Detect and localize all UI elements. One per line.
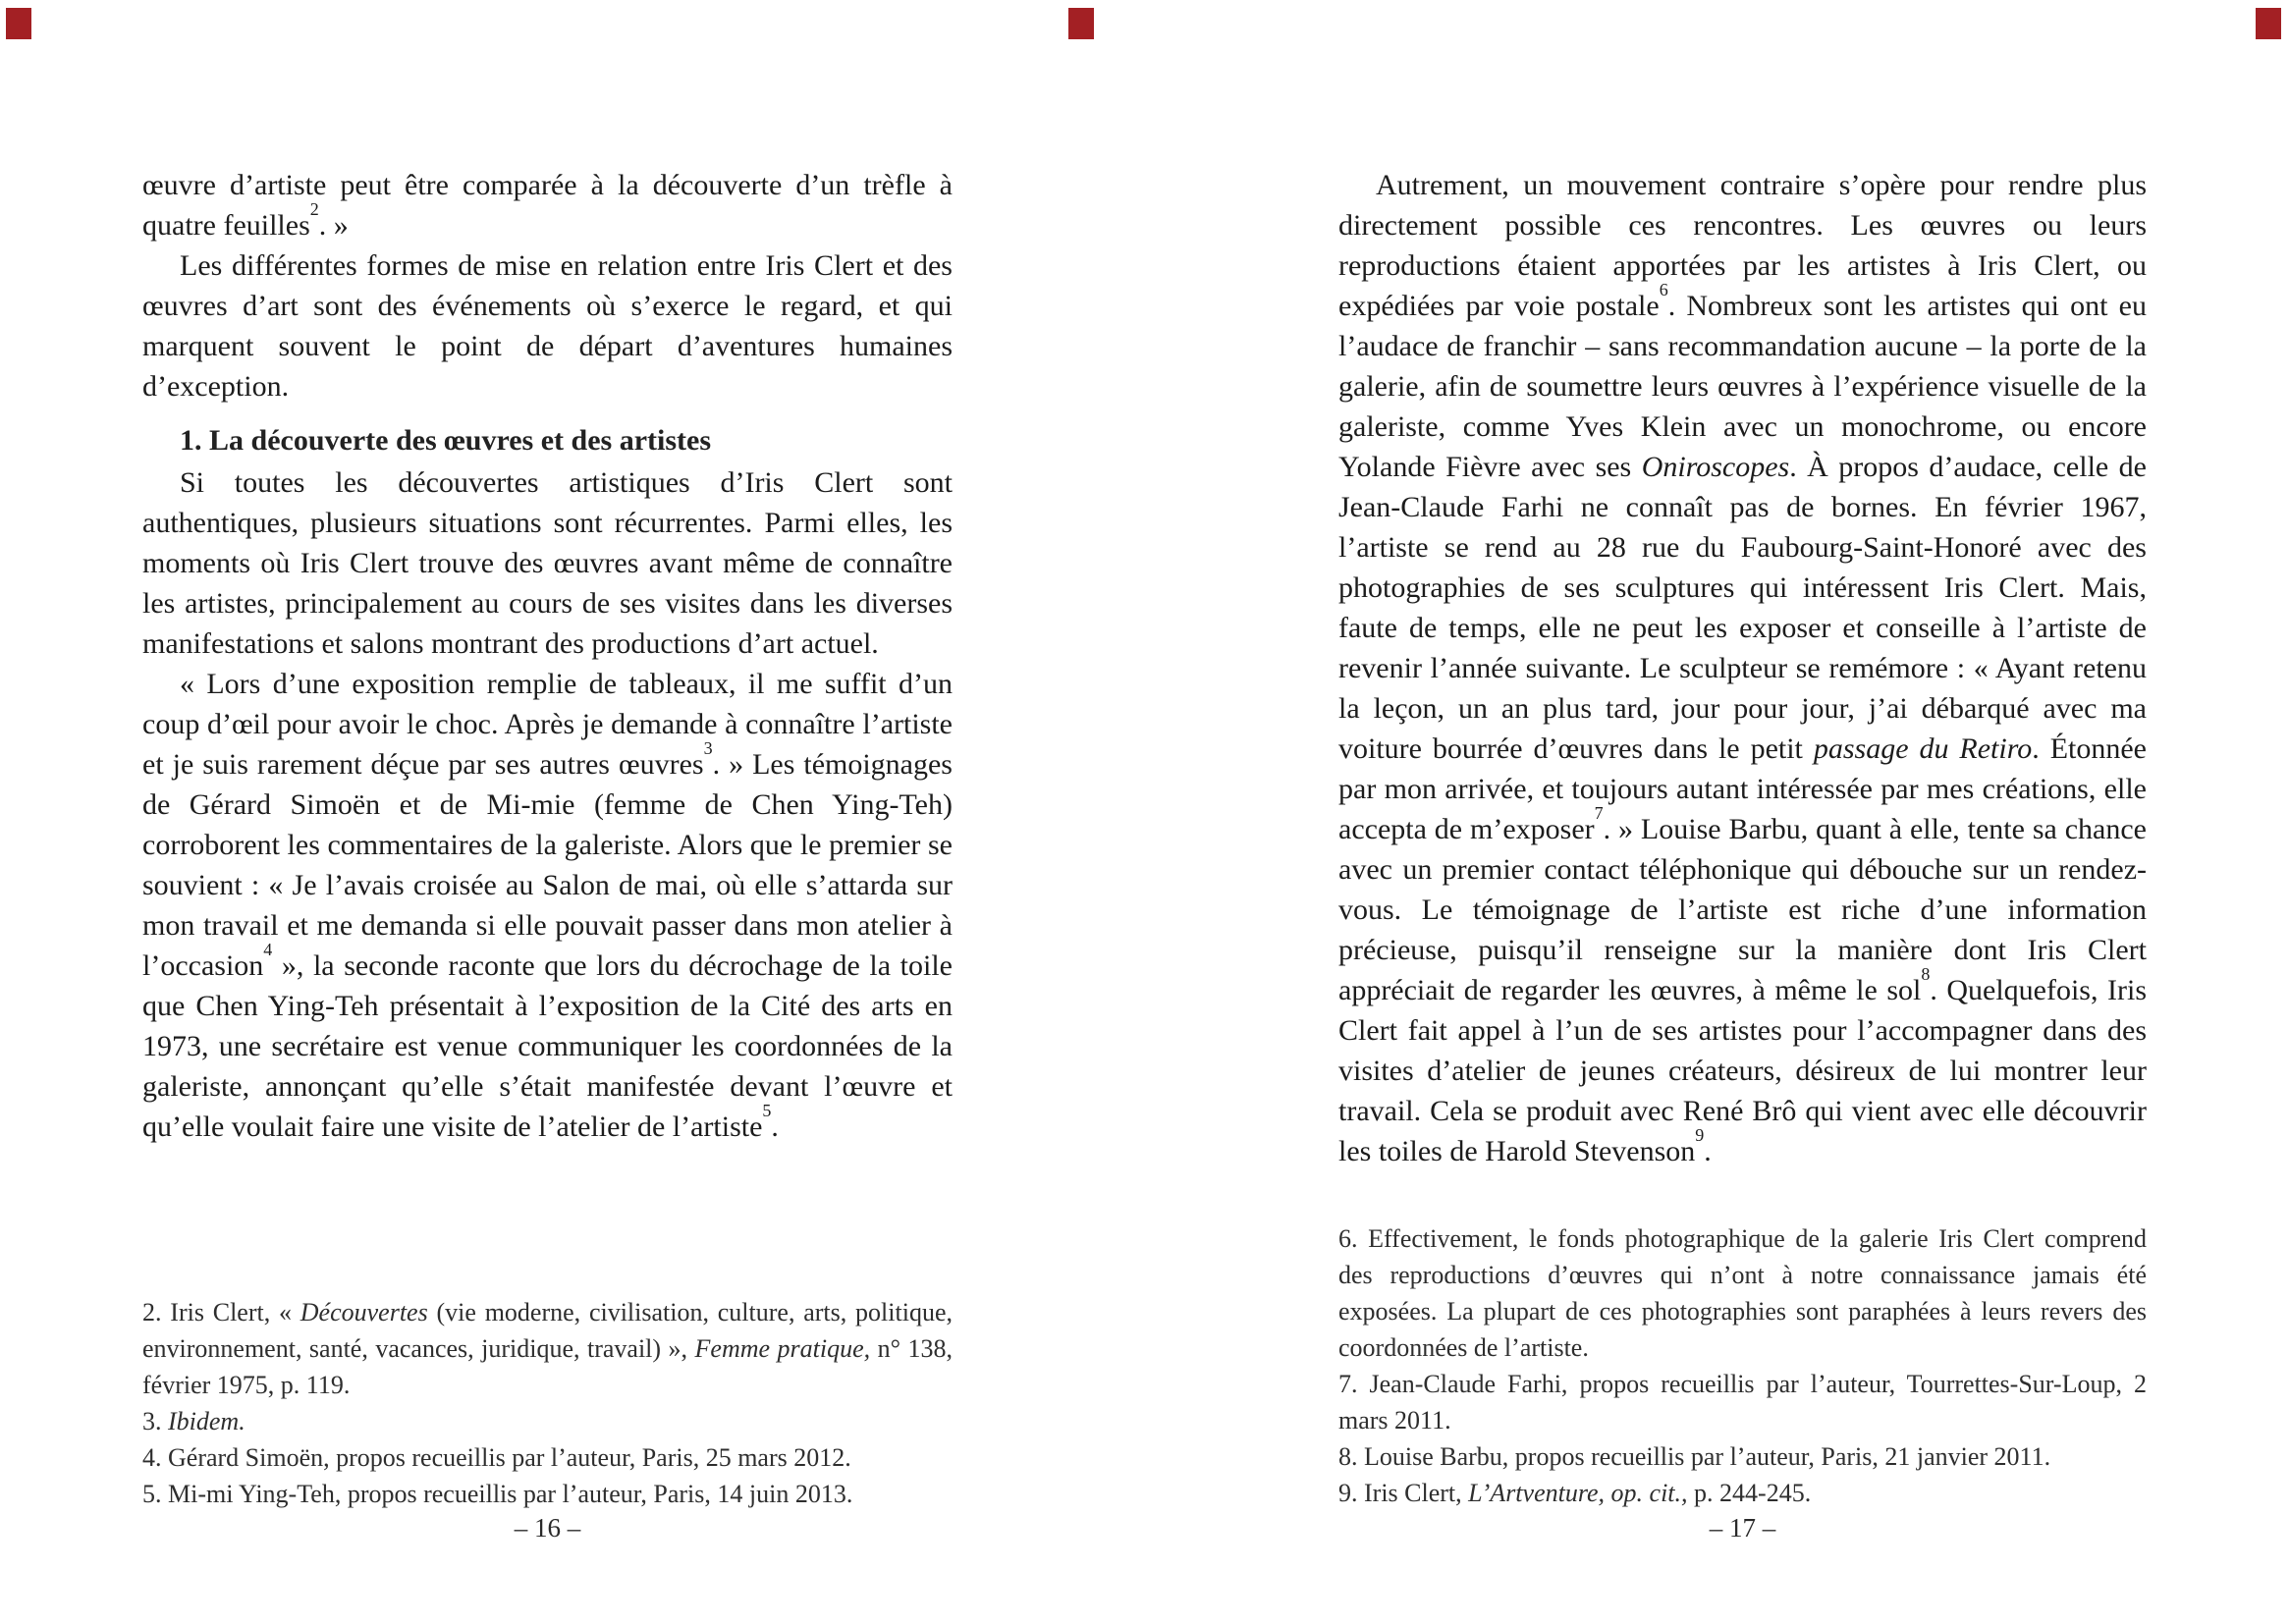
footnote-6: 6. Effectivement, le fonds photographique de la galerie Iris Clert comprend des reproductions d’œuvres qui n’ont à notre connaissance jamais été exposées. La plupart de ces photographies sont paraphées à leurs revers des coordonnées de l’artiste. — [1338, 1224, 2147, 1362]
section-heading: 1. La découverte des œuvres et des artistes — [180, 424, 712, 457]
footnote-4: 4. Gérard Simoën, propos recueillis par l’auteur, Paris, 25 mars 2012. — [142, 1443, 851, 1472]
red-registration-mark-left — [6, 8, 31, 39]
footnote-3: 3. Ibidem. — [142, 1407, 245, 1435]
footnote-9: 9. Iris Clert, L’Artventure, op. cit., p. 244-245. — [1338, 1479, 1812, 1507]
left-paragraph-1: œuvre d’artiste peut être comparée à la découverte d’un trèfle à quatre feuilles$^2$. » — [142, 169, 953, 242]
right-page-body — [1338, 165, 2147, 1171]
left-page-footnotes — [142, 1294, 953, 1512]
right-page-number: – 17 – — [1709, 1513, 1776, 1543]
left-page-number: – 16 – — [514, 1513, 581, 1543]
left-paragraph-3: Si toutes les découvertes artistiques d’Iris Clert sont authentiques, plusieurs situations sont récurrentes. Parmi elles, les moments où Iris Clert trouve des œuvres avant même de connaître les artistes, principalement au cours de ses visites dans les diverses manifestations et salons montrant des productions d’art actuel. — [142, 466, 953, 660]
left-paragraph-2: Les différentes formes de mise en relation entre Iris Clert et des œuvres d’art sont des événements où s’exerce le regard, et qui marquent souvent le point de départ d’aventures humaines d’exception. — [142, 249, 953, 403]
red-registration-mark-center — [1068, 8, 1094, 39]
footnote-8: 8. Louise Barbu, propos recueillis par l’auteur, Paris, 21 janvier 2011. — [1338, 1442, 2051, 1471]
right-paragraph-1: Autrement, un mouvement contraire s’opère pour rendre plus directement possible ces rencontres. Les œuvres ou leurs reproductions étaient apportées par les artistes à Iris Clert, ou expédiées par voie postale$^6$. Nombreux sont les artistes qui ont eu l’audace de franchir – sans recommandation aucune – la porte de la galerie, afin de soumettre leurs œuvres à l’expérience visuelle de la galeriste, comme Yves Klein avec un monochrome, ou encore Yolande Fièvre avec ses Oniroscopes. À propos d’audace, celle de Jean-Claude Farhi ne connaît pas de bornes. En février 1967, l’artiste se rend au 28 rue du Faubourg-Saint-Honoré avec des photographies de ses sculptures qui intéressent Iris Clert. Mais, faute de temps, elle ne peut les exposer et conseille à l’artiste de revenir l’année suivante. Le sculpteur se remémore : « Ayant retenu la leçon, un an plus tard, jour pour jour, j’ai débarqué avec ma voiture bourrée d’œuvres dans le petit passage du Retiro. Étonnée par mon arrivée, et toujours autant intéressée par mes créations, elle accepta de m’exposer$^7$. » Louise Barbu, quant à elle, tente sa chance avec un premier contact téléphonique qui débouche sur un rendez-vous. Le témoignage de l’artiste est riche d’une information précieuse, puisqu’il renseigne sur la manière dont Iris Clert appréciait de regarder les œuvres, à même le sol$^8$. Quelquefois, Iris Clert fait appel à l’un de ses artistes pour l’accompagner dans des visites d’atelier de jeunes créateurs, désireux de lui montrer leur travail. Cela se produit avec René Brô qui vient avec elle découvrir les toiles de Harold Stevenson$^9$. — [1338, 169, 2148, 1167]
right-page-footnotes — [1338, 1220, 2147, 1511]
footnote-5: 5. Mi-mi Ying-Teh, propos recueillis par l’auteur, Paris, 14 juin 2013. — [142, 1480, 853, 1508]
left-paragraph-4: « Lors d’une exposition remplie de tableaux, il me suffit d’un coup d’œil pour avoir le choc. Après je demande à connaître l’artiste et je suis rarement déçue par ses autres œuvres$^3$. » Les témoignages de Gérard Simoën et de Mi-mie (femme de Chen Ying-Teh) corroborent les commentaires de la galeriste. Alors que le premier se souvient : « Je l’avais croisée au Salon de mai, où elle s’attarda sur mon travail et me demanda si elle pouvait passer dans mon atelier à l’occasion$^4$ », la seconde raconte que lors du décrochage de la toile que Chen Ying-Teh présentait à l’exposition de la Cité des arts en 1973, une secrétaire est venue communiquer les coordonnées de la galeriste, annonçant qu’elle s’était manifestée devant l’œuvre et qu’elle voulait faire une visite de l’atelier de l’artiste$^5$. — [142, 668, 953, 1143]
left-page-body — [142, 165, 953, 1147]
footnote-2: 2. Iris Clert, « Découvertes (vie moderne, civilisation, culture, arts, politique, environnement, santé, vacances, juridique, travail) », Femme pratique, n° 138, février 1975, p. 119. — [142, 1298, 953, 1399]
red-registration-mark-right — [2256, 8, 2281, 39]
footnote-7: 7. Jean-Claude Farhi, propos recueillis par l’auteur, Tourrettes-Sur-Loup, 2 mars 2011. — [1338, 1370, 2147, 1435]
